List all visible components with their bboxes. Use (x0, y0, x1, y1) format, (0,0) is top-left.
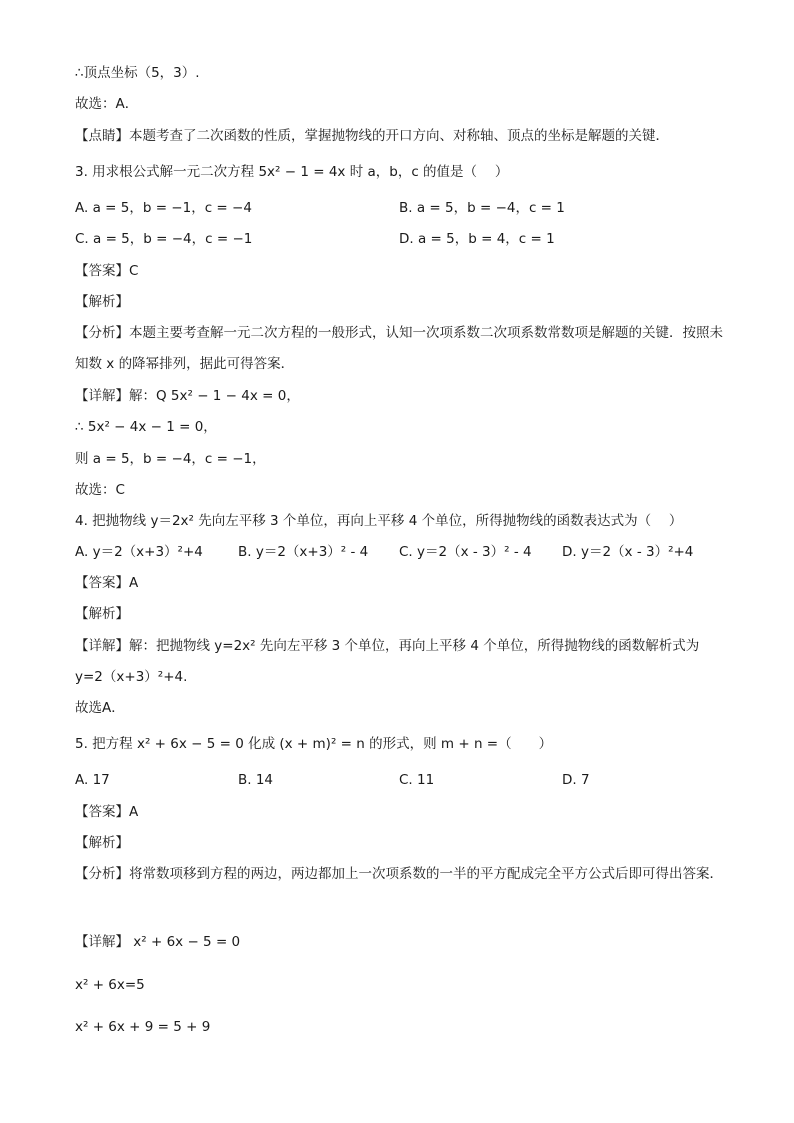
q3-option-d: D. a = 5，b = 4，c = 1 (399, 231, 555, 247)
q3-option-a: A. a = 5，b = −1，c = −4 (75, 200, 252, 216)
q5-option-a: A. 17 (75, 772, 110, 788)
q5-detail-step3: x² + 6x + 9 = 5 + 9 (75, 1019, 211, 1035)
vertex-coordinate-line: ∴顶点坐标（5，3）. (75, 65, 200, 81)
q4-detail-line1: 【详解】解：把抛物线 y=2x² 先向左平移 3 个单位，再向上平移 4 个单位，所得抛物线的函数解析式为 (75, 638, 700, 654)
q3-conclusion: 故选：C (75, 482, 125, 498)
q3-analysis-text: 【分析】本题主要考查解一元二次方程的一般形式，认知一次项系数二次项系数常数项是解题的关键．按照未知数 x 的降幂排列，据此可得答案． (75, 325, 723, 372)
question-3: 3. 用求根公式解一元二次方程 5x² − 1 = 4x 时 a，b，c 的值是（ ） (75, 164, 509, 180)
q3-detail-step1: 【详解】解：Q 5x² − 1 − 4x = 0， (75, 388, 300, 404)
q5-detail-step1: 【详解】 x² + 6x − 5 = 0 (75, 934, 241, 950)
q5-analysis-text: 【分析】将常数项移到方程的两边，两边都加上一次项系数的一半的平方配成完全平方公式后即可得出答案． (75, 866, 723, 882)
q5-option-d: D. 7 (562, 772, 590, 788)
q4-detail-line2: y=2（x+3）²+4. (75, 669, 188, 685)
q3-option-b: B. a = 5，b = −4，c = 1 (399, 200, 565, 216)
q3-detail-step2: ∴ 5x² − 4x − 1 = 0， (75, 419, 217, 435)
question-5: 5. 把方程 x² + 6x − 5 = 0 化成 (x + m)² = n 的形式，则 m + n =（ ） (75, 736, 553, 752)
q5-detail-step2: x² + 6x=5 (75, 977, 145, 993)
answer-choice-line: 故选：A． (75, 96, 139, 112)
q5-analysis-heading: 【解析】 (75, 835, 129, 851)
q4-conclusion: 故选A． (75, 700, 125, 716)
q4-option-a: A. y＝2（x+3）²+4 (75, 544, 203, 560)
q4-analysis-heading: 【解析】 (75, 606, 129, 622)
comment-line: 【点睛】本题考查了二次函数的性质，掌握抛物线的开口方向、对称轴、顶点的坐标是解题的关键． (75, 128, 669, 144)
q4-answer: 【答案】A (75, 575, 139, 591)
q3-detail-step3: 则 a = 5，b = −4，c = −1， (75, 451, 266, 467)
q4-option-b: B. y＝2（x+3）² - 4 (238, 544, 369, 560)
q4-option-c: C. y＝2（x - 3）² - 4 (399, 544, 532, 560)
q4-option-d: D. y＝2（x - 3）²+4 (562, 544, 694, 560)
q3-answer: 【答案】C (75, 263, 139, 279)
question-4: 4. 把抛物线 y＝2x² 先向左平移 3 个单位，再向上平移 4 个单位，所得抛物线的函数表达式为（ ） (75, 513, 683, 529)
q3-option-c: C. a = 5，b = −4，c = −1 (75, 231, 253, 247)
q5-option-b: B. 14 (238, 772, 274, 788)
q3-analysis-heading: 【解析】 (75, 294, 129, 310)
q5-option-c: C. 11 (399, 772, 435, 788)
q5-answer: 【答案】A (75, 804, 139, 820)
